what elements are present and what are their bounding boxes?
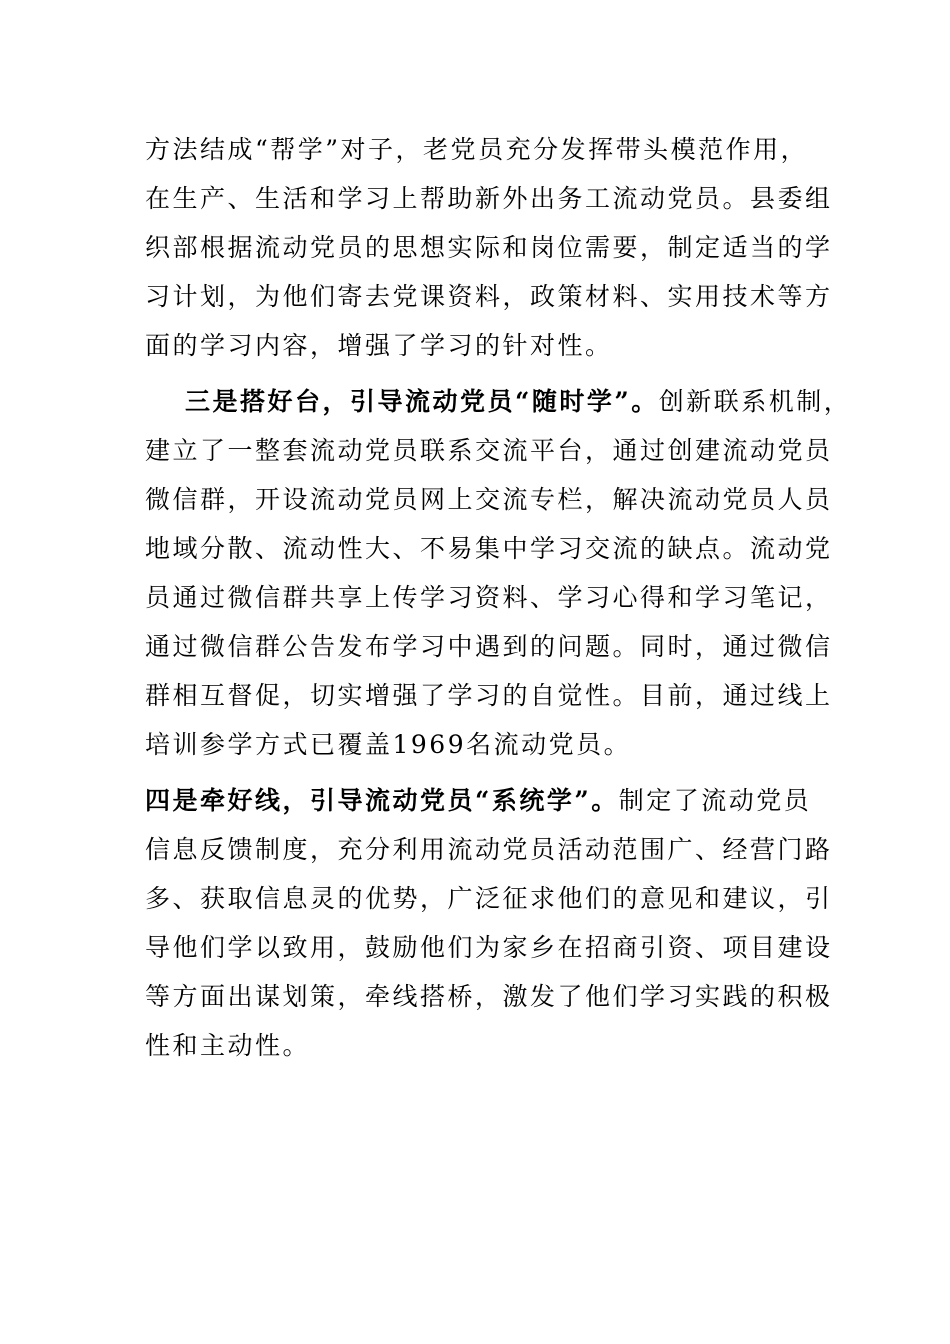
paragraph-2-line: 培训参学方式已覆盖1969名流动党员。 (145, 730, 632, 759)
paragraph-3-line: 性和主动性。 (145, 1031, 311, 1060)
paragraph-2-line: 地域分散、流动性大、不易集中学习交流的缺点。流动党 (145, 534, 833, 563)
paragraph-2-line: 建立了一整套流动党员联系交流平台，通过创建流动党员 (145, 436, 833, 465)
paragraph-3-first-line (145, 784, 825, 818)
paragraph-1-line: 习计划，为他们寄去党课资料，政策材料、实用技术等方 (145, 282, 833, 311)
paragraph-1-line: 在生产、生活和学习上帮助新外出务工流动党员。县委组 (145, 184, 833, 213)
paragraph-1-line: 织部根据流动党员的思想实际和岗位需要，制定适当的学 (145, 233, 833, 262)
paragraph-3-heading: 四是牵好线，引导流动党员“系统学”。 (145, 786, 619, 815)
paragraph-3-line: 多、获取信息灵的优势，广泛征求他们的意见和建议，引 (145, 884, 833, 913)
paragraph-2-line: 员通过微信群共享上传学习资料、学习心得和学习笔记， (145, 583, 833, 612)
paragraph-1-line: 方法结成“帮学”对子，老党员充分发挥带头模范作用， (145, 135, 809, 164)
paragraph-3-first-line-rest: 制定了流动党员 (618, 786, 812, 815)
paragraph-1-line: 面的学习内容，增强了学习的针对性。 (145, 331, 613, 360)
paragraph-2-line: 微信群，开设流动党员网上交流专栏，解决流动党员人员 (145, 485, 833, 514)
paragraph-2-first-line-rest: 创新联系机制， (658, 387, 852, 416)
paragraph-3-line: 信息反馈制度，充分利用流动党员活动范围广、经营门路 (145, 835, 833, 864)
paragraph-3-line: 导他们学以致用，鼓励他们为家乡在招商引资、项目建设 (145, 933, 833, 962)
paragraph-2-line: 通过微信群公告发布学习中遇到的问题。同时，通过微信 (145, 632, 833, 661)
paragraph-2-heading: 三是搭好台，引导流动党员“随时学”。 (185, 387, 659, 416)
paragraph-2-line: 群相互督促，切实增强了学习的自觉性。目前，通过线上 (145, 681, 833, 710)
paragraph-3-line: 等方面出谋划策，牵线搭桥，激发了他们学习实践的积极 (145, 982, 833, 1011)
paragraph-2-first-line (185, 385, 852, 419)
